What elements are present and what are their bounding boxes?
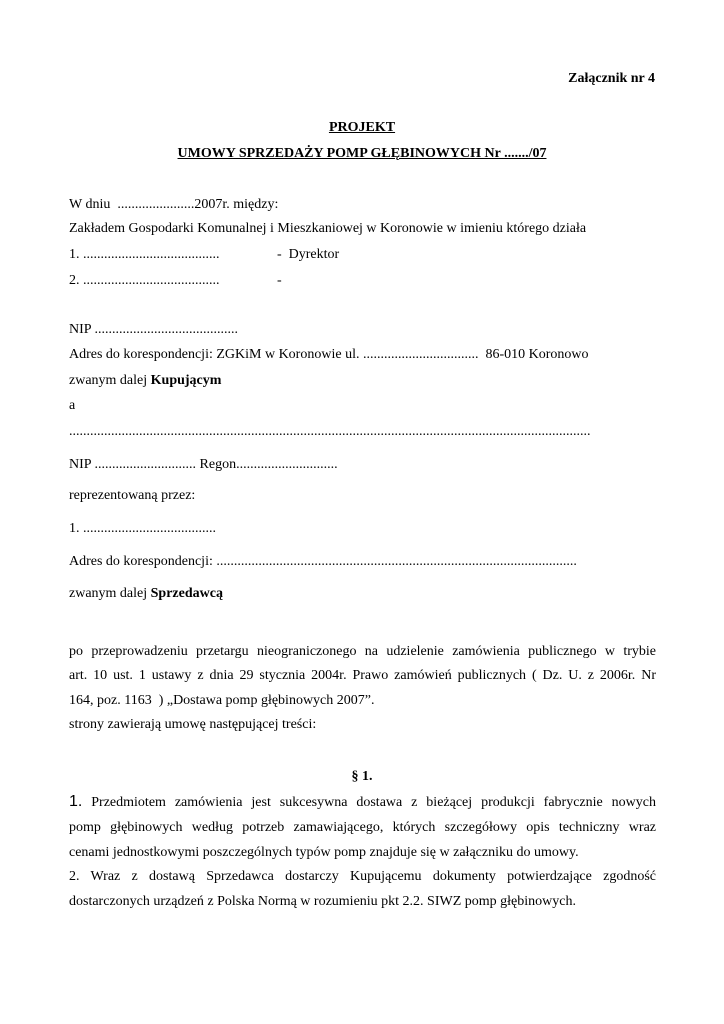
buyer-entity: Zakładem Gospodarki Komunalnej i Mieszkaniowej w Koronowie w imieniu którego działa [69,221,587,236]
preamble-line-1: po przeprowadzeniu przetargu nieograniczonego na udzielenie zamówienia publicznego w trybie [69,644,656,659]
document-subtitle: UMOWY SPRZEDAŻY POMP GŁĘBINOWYCH Nr ......./07 [177,146,547,161]
buyer-rep-1-role: - Dyrektor [277,247,340,262]
seller-address: Adres do korespondencji: ....................................................................................................... [69,554,577,569]
buyer-called [69,372,221,389]
seller-rep-1: 1. ...................................... [69,521,216,536]
preamble-line-2: art. 10 ust. 1 ustawy z dnia 29 stycznia 2004r. Prawo zamówień publicznych ( Dz. U. z 2006r. Nr [69,668,656,683]
buyer-address: Adres do korespondencji: ZGKiM w Koronowie ul. ................................. 86-010 Koronowo [69,347,589,362]
section-1-p1-text: Przedmiotem zamówienia jest sukcesywna dostawa z bieżącej produkcji fabrycznie nowych [82,795,656,810]
seller-name-line: ..................................................................................................................................................... [69,424,591,439]
seller-represented-by: reprezentowaną przez: [69,488,196,503]
buyer-nip: NIP ......................................... [69,322,239,337]
preamble-line-4: strony zawierają umowę następującej treści: [69,717,317,732]
section-1-p1-line-3: cenami jednostkowymi poszczególnych typów pomp znajduje się w załączniku do umowy. [69,845,579,860]
seller-called-prefix: zwanym dalej [69,586,151,601]
buyer-called-name: Kupującym [150,373,222,388]
section-1-p1-line-2: pomp głębinowych według potrzeb zamawiającego, których szczegółowy opis techniczny wraz [69,820,656,835]
section-1-p2-line-1: 2. Wraz z dostawą Sprzedawca dostarczy Kupującemu dokumenty potwierdzające zgodność [69,869,656,884]
section-1-p1-line-1 [69,793,656,811]
connector-a: a [69,398,76,413]
buyer-called-prefix: zwanym dalej [69,373,151,388]
attachment-label: Załącznik nr 4 [568,71,655,86]
buyer-rep-2: 2. ....................................... [69,273,220,288]
buyer-rep-2-role: - [277,273,282,288]
document-title: PROJEKT [328,120,396,135]
section-1-heading: § 1. [351,769,373,784]
preamble-line-3: 164, poz. 1163 ) „Dostawa pomp głębinowych 2007”. [69,693,375,708]
seller-called-name: Sprzedawcą [150,586,223,601]
section-1-p2-line-2: dostarczonych urządzeń z Polska Normą w rozumieniu pkt 2.2. SIWZ pomp głębinowych. [69,894,576,909]
date-line: W dniu ......................2007r. między: [69,197,279,212]
buyer-rep-1: 1. ....................................... [69,247,220,262]
seller-called [69,585,223,602]
seller-nip-regon: NIP ............................. Regon............................. [69,457,338,472]
section-1-p1-number: 1. [69,793,83,810]
